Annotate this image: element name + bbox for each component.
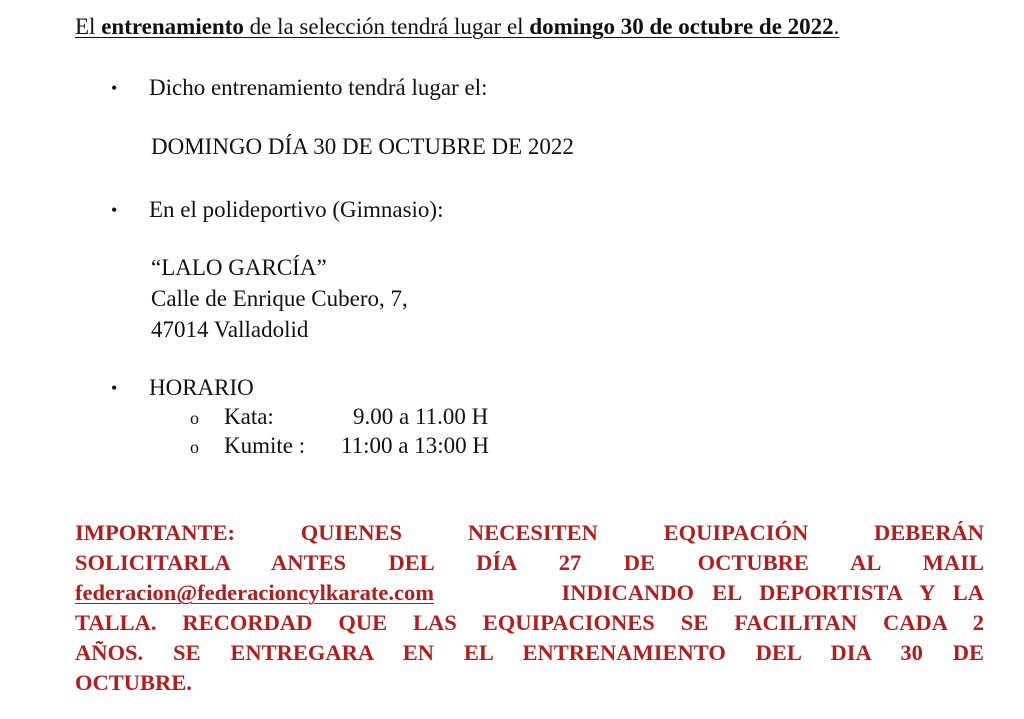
venue-address-line1: Calle de Enrique Cubero, 7, <box>151 286 408 311</box>
list-item-label: En el polideportivo (Gimnasio): <box>149 197 444 222</box>
schedule-time: 9.00 a 11.00 H <box>353 404 489 429</box>
notice-line-email <box>75 578 984 608</box>
schedule-label: Kata: <box>224 404 274 429</box>
list-item-label: Dicho entrenamiento tendrá lugar el: <box>149 75 488 100</box>
venue-name: “LALO GARCÍA” <box>151 255 327 280</box>
notice-line-rest: INDICANDO EL DEPORTISTA Y LA <box>561 580 985 605</box>
list-item-venue <box>111 195 443 225</box>
notice-line: TALLA. RECORDAD QUE LAS EQUIPACIONES SE FACILITAN CADA 2 <box>75 610 984 635</box>
bullet-icon: • <box>111 378 118 398</box>
intro-text-2: de la selección tendrá lugar el <box>243 14 530 39</box>
list-item-location-intro <box>111 73 487 103</box>
intro-bold-date: domingo 30 de octubre de 2022 <box>529 14 834 39</box>
schedule-row-kumite <box>190 431 489 462</box>
list-item-label: HORARIO <box>149 375 254 400</box>
circle-bullet-icon: o <box>190 437 199 457</box>
schedule-label: Kumite : <box>224 433 306 458</box>
email-link[interactable]: federacion@federacioncylkarate.com <box>75 580 434 605</box>
bullet-icon: • <box>111 78 118 98</box>
circle-bullet-icon: o <box>190 408 199 428</box>
intro-text-3: . <box>833 14 840 39</box>
notice-line: SOLICITARLA ANTES DEL DÍA 27 DE OCTUBRE AL MAIL <box>75 550 984 575</box>
notice-line: AÑOS. SE ENTREGARA EN EL ENTRENAMIENTO DEL DIA 30 DE <box>75 640 984 665</box>
list-item-schedule <box>111 373 254 403</box>
bullet-icon: • <box>111 200 118 220</box>
schedule-row-kata <box>190 402 488 433</box>
venue-address-line2: 47014 Valladolid <box>151 317 309 342</box>
important-notice <box>75 518 984 698</box>
training-date: DOMINGO DÍA 30 DE OCTUBRE DE 2022 <box>151 134 574 159</box>
intro-bold-training: entrenamiento <box>101 14 244 39</box>
notice-line: IMPORTANTE: QUIENES NECESITEN EQUIPACIÓN DEBERÁN <box>75 520 984 545</box>
intro-text-1: El <box>75 14 102 39</box>
notice-line: OCTUBRE. <box>75 670 192 695</box>
venue-block <box>151 252 408 345</box>
schedule-time: 11:00 a 13:00 H <box>341 433 489 458</box>
intro-sentence <box>75 10 839 44</box>
